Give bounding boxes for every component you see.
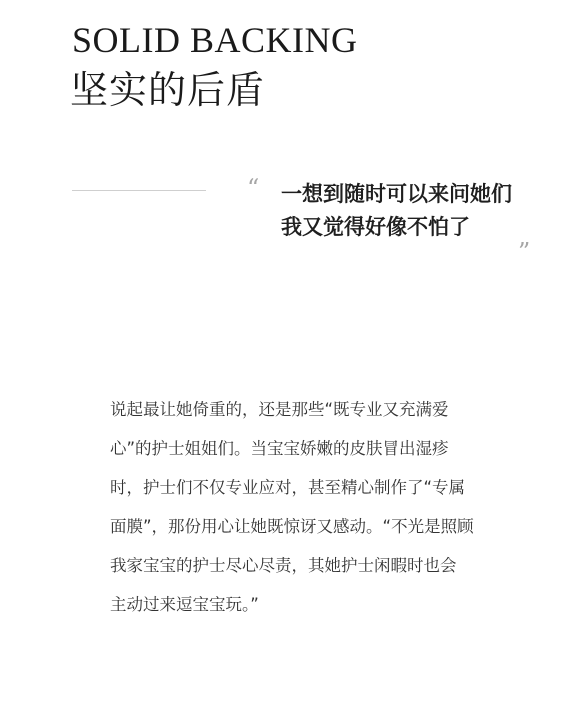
pull-quote xyxy=(281,178,512,244)
body-paragraph xyxy=(110,390,502,624)
section-title: 坚实的后盾 xyxy=(70,68,266,112)
body-line: 面膜”，那份用心让她既惊讶又感动。“不光是照顾 xyxy=(110,517,474,536)
body-line: 时，护士们不仅专业应对，甚至精心制作了“专属 xyxy=(110,478,466,497)
pull-quote-line: 一想到随时可以来问她们 xyxy=(281,182,512,206)
quote-close-mark: ” xyxy=(518,238,531,266)
quote-open-mark: “ xyxy=(247,174,260,202)
body-line: 我家宝宝的护士尽心尽责，其她护士闲暇时也会 xyxy=(110,556,457,575)
body-line: 心”的护士姐姐们。当宝宝娇嫩的皮肤冒出湿疹 xyxy=(110,439,449,458)
body-line: 说起最让她倚重的，还是那些“既专业又充满爱 xyxy=(110,400,449,419)
quote-divider xyxy=(72,190,206,191)
section-eyebrow: SOLID BACKING xyxy=(72,20,358,60)
pull-quote-line: 我又觉得好像不怕了 xyxy=(281,215,470,239)
body-line: 主动过来逗宝宝玩。” xyxy=(110,595,259,614)
